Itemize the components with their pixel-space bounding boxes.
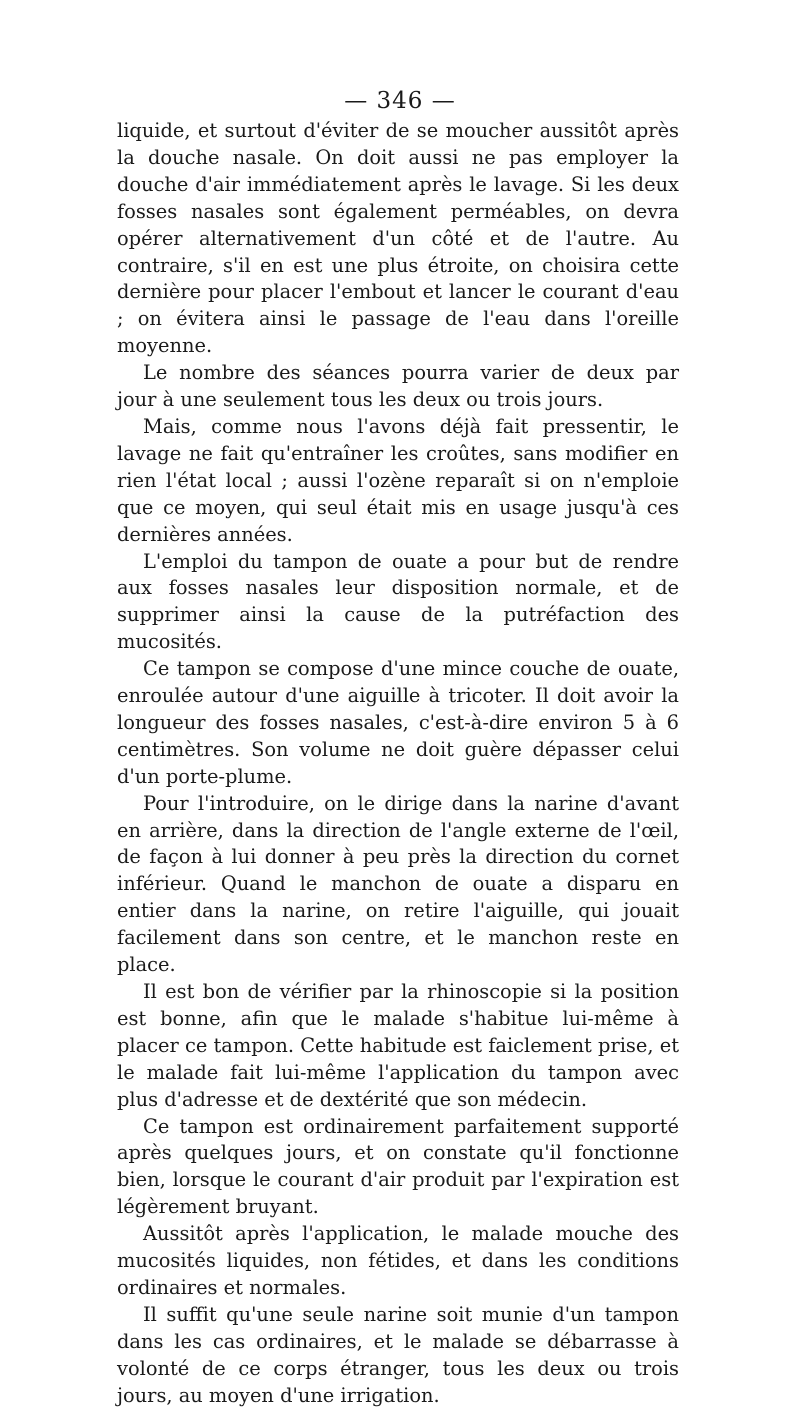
paragraph-continued: liquide, et surtout d'éviter de se moucher aussitôt après la douche nasale. On doit aussi ne pas employer la douche d'air immédiatement après le lavage. Si les deux fosses nasales sont également perméables, on devra opérer alternativement d'un côté et de l'autre. Au contraire, s'il en est une plus étroite, on choisira cette dernière pour placer l'embout et lancer le courant d'eau ; on évitera ainsi le passage de l'eau dans l'oreille moyenne. xyxy=(117,119,679,358)
paragraph: Ce tampon se compose d'une mince couche de ouate, enroulée autour d'une aiguille à tricoter. Il doit avoir la longueur des fosses nasales, c'est-à-dire environ 5 à 6 centimètres. Son volume ne doit guère dépasser celui d'un porte-plume. xyxy=(117,657,679,788)
paragraph: Aussitôt après l'application, le malade mouche des mucosités liquides, non fétides, et dans les conditions ordinaires et normales. xyxy=(117,1222,679,1299)
paragraph: Il suffit qu'une seule narine soit munie d'un tampon dans les cas ordinaires, et le malade se débarrasse à volonté de ce corps étranger, tous les deux ou trois jours, au moyen d'une irrigation. xyxy=(117,1302,679,1407)
page-number: — 346 — xyxy=(344,88,456,114)
paragraph: Le nombre des séances pourra varier de deux par jour à une seulement tous les deux ou trois jours. xyxy=(117,361,679,412)
body-text xyxy=(117,118,679,1410)
paragraph: Il est bon de vérifier par la rhinoscopie si la position est bonne, afin que le malade s'habitue lui-même à placer ce tampon. Cette habitude est faiclement prise, et le malade fait lui-même l'application du tampon avec plus d'adresse et de dextérité que son médecin. xyxy=(117,980,679,1111)
paragraph: L'emploi du tampon de ouate a pour but de rendre aux fosses nasales leur disposition normale, et de supprimer ainsi la cause de la putréfaction des mucosités. xyxy=(117,549,679,654)
paragraph: Ce tampon est ordinairement parfaitement supporté après quelques jours, et on constate qu'il fonctionne bien, lorsque le courant d'air produit par l'expiration est légèrement bruyant. xyxy=(117,1114,679,1219)
paragraph: Pour l'introduire, on le dirige dans la narine d'avant en arrière, dans la direction de l'angle externe de l'œil, de façon à lui donner à peu près la direction du cornet inférieur. Quand le manchon de ouate a disparu en entier dans la narine, on retire l'aiguille, qui jouait facilement dans son centre, et le manchon reste en place. xyxy=(117,791,679,977)
paragraph: Mais, comme nous l'avons déjà fait pressentir, le lavage ne fait qu'entraîner les croûtes, sans modifier en rien l'état local ; aussi l'ozène reparaît si on n'emploie que ce moyen, qui seul était mis en usage jusqu'à ces dernières années. xyxy=(117,414,679,546)
